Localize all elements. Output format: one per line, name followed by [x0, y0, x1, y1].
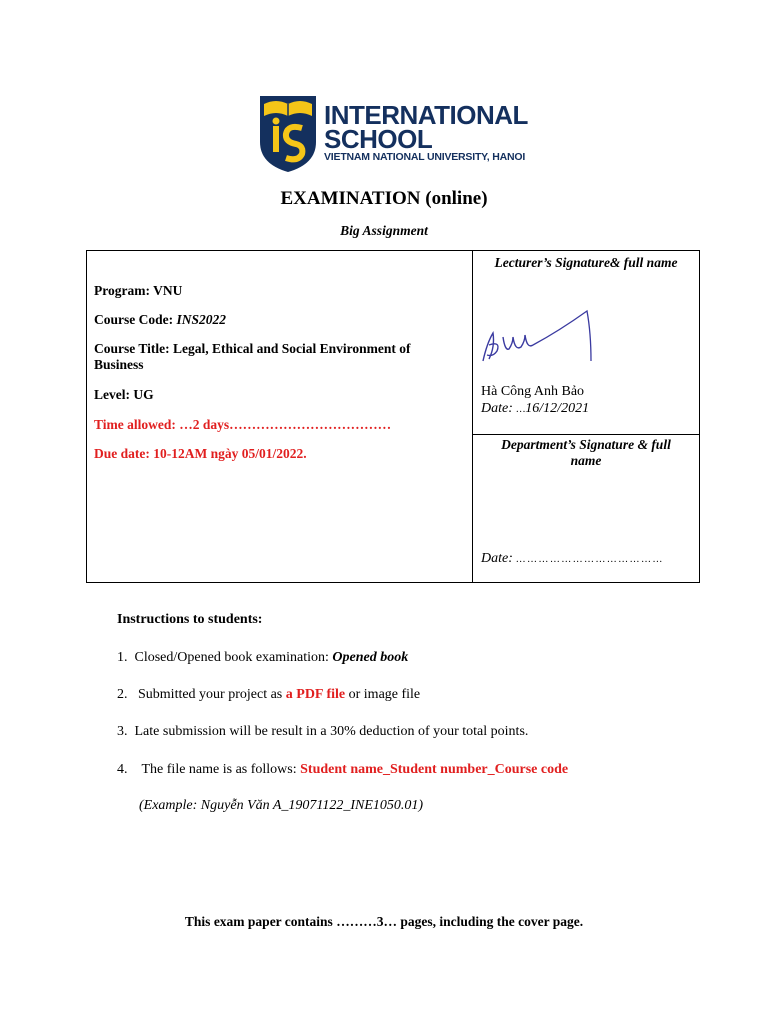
- instruction-item-2: 2. Submitted your project as a PDF file or image file: [117, 687, 421, 702]
- logo-name-line3: VIETNAM NATIONAL UNIVERSITY, HANOI: [324, 151, 526, 163]
- page-count-footer: This exam paper contains ………3… pages, including the cover page.: [184, 914, 584, 929]
- exam-subtitle: Big Assignment: [340, 223, 428, 238]
- logo-name-line1: INTERNATIONAL: [324, 100, 528, 130]
- lecturer-name: Hà Công Anh Bảo: [481, 384, 585, 399]
- lecturer-signature-heading: Lecturer’s Signature& full name: [494, 255, 678, 270]
- time-allowed-field: Time allowed: …2 days………………………………: [94, 417, 392, 432]
- table-divider-vertical: [472, 251, 473, 582]
- instructions-heading: Instructions to students:: [117, 612, 263, 627]
- exam-info-table: [86, 250, 700, 583]
- level-field: Level: UG: [94, 387, 154, 402]
- department-date: Date: … … … … … … … … … … … … …: [481, 551, 662, 566]
- school-logo: [258, 94, 548, 176]
- lecturer-date: Date: …16/12/2021: [481, 401, 590, 416]
- department-signature-heading: Department’s Signature & full name: [501, 437, 671, 468]
- due-date-field: Due date: 10-12AM ngày 05/01/2022.: [94, 446, 307, 461]
- logo-name-line2: SCHOOL: [324, 124, 433, 154]
- exam-title: EXAMINATION (online): [280, 188, 488, 209]
- shield-emblem-icon: [258, 94, 318, 174]
- file-name-example: (Example: Nguyễn Văn A_19071122_INE1050.01): [139, 798, 424, 813]
- table-divider-horizontal: [472, 434, 699, 435]
- course-title-field: Course Title: Legal, Ethical and Social Environment of Business: [94, 341, 411, 372]
- lecturer-signature-image: [479, 303, 609, 378]
- course-code-field: Course Code: INS2022: [94, 312, 227, 327]
- instruction-item-4: 4. The file name is as follows: Student name_Student number_Course code: [117, 762, 569, 777]
- program-field: Program: VNU: [94, 283, 183, 298]
- instruction-item-1: 1. Closed/Opened book examination: Opened book: [117, 650, 409, 665]
- instruction-item-3: 3. Late submission will be result in a 30% deduction of your total points.: [117, 724, 529, 739]
